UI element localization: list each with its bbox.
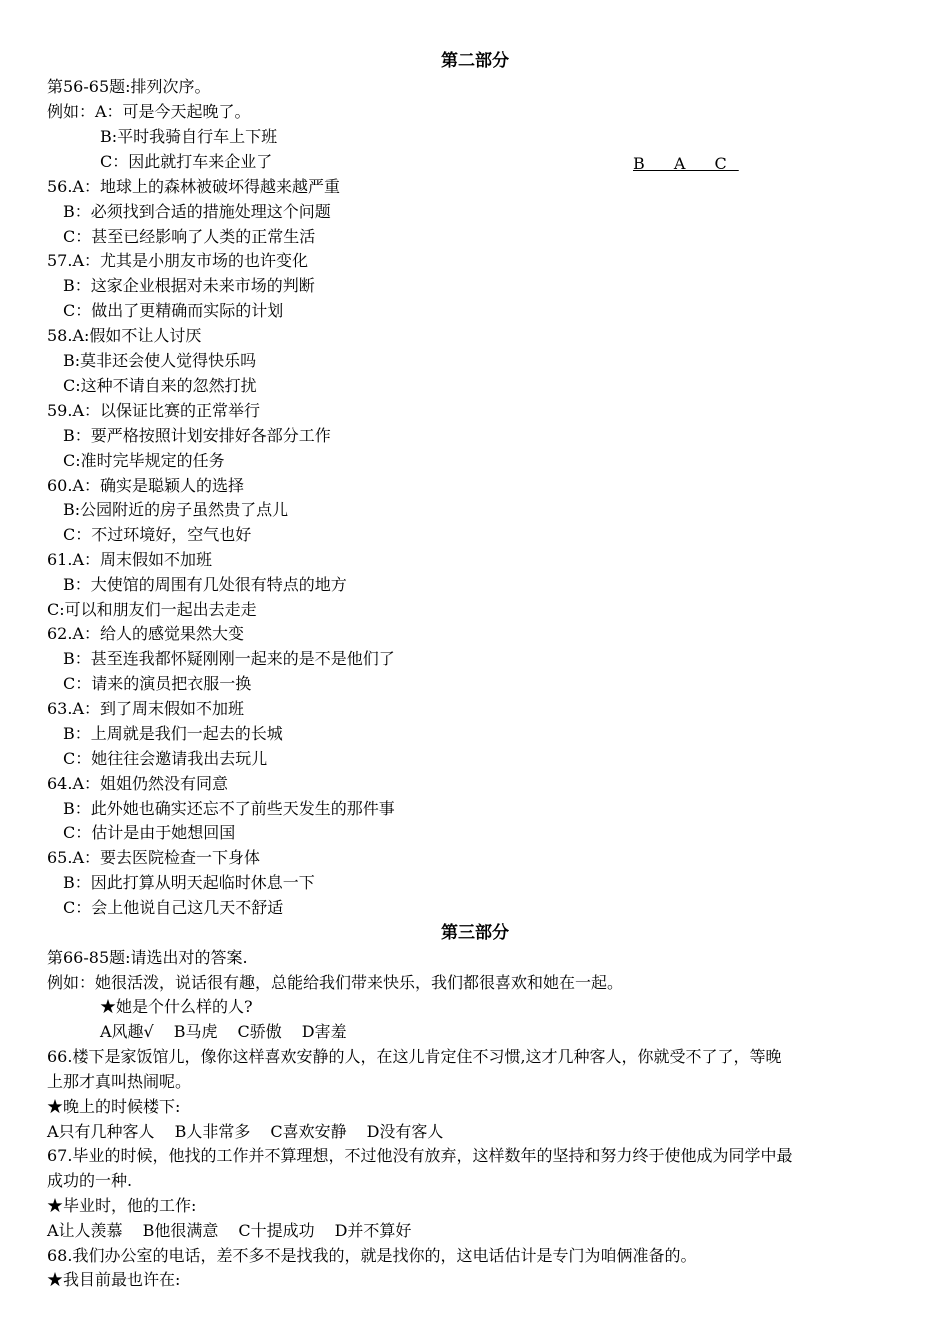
- q60-b: B:公园附近的房子虽然贵了点儿: [63, 500, 289, 519]
- q63-a: 63.A：到了周末假如不加班: [47, 699, 245, 718]
- part2-instruction: 第56-65题:排列次序。: [47, 77, 211, 96]
- q67-option-b: B他很满意: [142, 1221, 219, 1240]
- q62-a: 62.A：给人的感觉果然大变: [47, 624, 245, 643]
- q56-b: B：必须找到合适的措施处理这个问题: [63, 202, 331, 221]
- q57-c: C：做出了更精确而实际的计划: [63, 301, 284, 320]
- q60-c: C：不过环境好，空气也好: [63, 525, 252, 544]
- q66-option-c: C喜欢安静: [270, 1122, 347, 1141]
- q66-option-a: A只有几种客人: [47, 1122, 155, 1141]
- q63-c: C：她往往会邀请我出去玩儿: [63, 749, 268, 768]
- q61-a: 61.A：周末假如不加班: [47, 550, 213, 569]
- q65-b: B：因此打算从明天起临时休息一下: [63, 873, 315, 892]
- q66-question: ★晚上的时候楼下:: [47, 1097, 181, 1116]
- example-option-a: A风趣√: [100, 1022, 154, 1041]
- example-option-b: B马虎: [173, 1022, 218, 1041]
- q62-b: B：甚至连我都怀疑刚刚一起来的是不是他们了: [63, 649, 395, 668]
- example-line-a: 例如：A：可是今天起晚了。: [47, 102, 251, 121]
- q56-c: C：甚至已经影响了人类的正常生活: [63, 227, 316, 246]
- q61-b: B：大使馆的周围有几处很有特点的地方: [63, 575, 347, 594]
- q58-a: 58.A:假如不让人讨厌: [47, 326, 202, 345]
- q62-c: C：请来的演员把衣服一换: [63, 674, 252, 693]
- q66-line1: 66.楼下是家饭馆儿，像你这样喜欢安静的人，在这儿肯定住不习惯,这才几种客人，你就受不了了，等晚: [47, 1047, 782, 1066]
- q59-b: B：要严格按照计划安排好各部分工作: [63, 426, 331, 445]
- part3-example-question: ★她是个什么样的人?: [100, 997, 253, 1016]
- q56-a: 56.A：地球上的森林被破坏得越来越严重: [47, 177, 341, 196]
- q67-option-d: D并不算好: [334, 1221, 412, 1240]
- q68-line1: 68.我们办公室的电话，差不多不是找我的，就是找你的，这电话估计是专门为咱俩准备的。: [47, 1246, 697, 1265]
- q57-b: B：这家企业根据对未来市场的判断: [63, 276, 315, 295]
- q67-option-c: C十提成功: [238, 1221, 315, 1240]
- example-line-b: B:平时我骑自行车上下班: [100, 127, 278, 146]
- q65-a: 65.A：要去医院检查一下身体: [47, 848, 261, 867]
- example-answer: B A C: [633, 154, 739, 173]
- part3-heading: 第三部分: [441, 923, 509, 943]
- part3-instruction: 第66-85题:请选出对的答案.: [47, 948, 248, 967]
- q67-line1: 67.毕业的时候，他找的工作并不算理想，不过他没有放弃，这样数年的坚持和努力终于使他成为同学中最: [47, 1146, 793, 1165]
- q64-a: 64.A：姐姐仍然没有同意: [47, 774, 229, 793]
- q67-question: ★毕业时，他的工作:: [47, 1196, 197, 1215]
- q58-b: B:莫非还会使人觉得快乐吗: [63, 351, 257, 370]
- q59-c: C:准时完毕规定的任务: [63, 451, 225, 470]
- q68-question: ★我目前最也许在:: [47, 1270, 181, 1289]
- q61-c: C:可以和朋友们一起出去走走: [47, 600, 257, 619]
- q65-c: C：会上他说自己这几天不舒适: [63, 898, 284, 917]
- q60-a: 60.A：确实是聪颖人的选择: [47, 476, 245, 495]
- q66-option-b: B人非常多: [174, 1122, 251, 1141]
- q64-c: C：估计是由于她想回国: [63, 823, 236, 842]
- q67-option-a: A让人羡慕: [47, 1221, 123, 1240]
- q57-a: 57.A：尤其是小朋友市场的也许变化: [47, 251, 309, 270]
- q66-options: [47, 1120, 463, 1144]
- q67-options: [47, 1219, 431, 1243]
- q58-c: C:这种不请自来的忽然打扰: [63, 376, 257, 395]
- q67-line2: 成功的一种.: [47, 1171, 133, 1190]
- part3-example-text: 例如：她很活泼，说话很有趣，总能给我们带来快乐，我们都很喜欢和她在一起。: [47, 973, 624, 992]
- q64-b: B：此外她也确实还忘不了前些天发生的那件事: [63, 799, 395, 818]
- q66-line2: 上那才真叫热闹呢。: [47, 1072, 192, 1091]
- example-option-c: C骄傲: [237, 1022, 282, 1041]
- q59-a: 59.A：以保证比赛的正常举行: [47, 401, 261, 420]
- example-line-c: C：因此就打车来企业了: [100, 152, 273, 171]
- part2-heading: 第二部分: [441, 51, 509, 71]
- q63-b: B：上周就是我们一起去的长城: [63, 724, 283, 743]
- q66-option-d: D没有客人: [366, 1122, 444, 1141]
- example-option-d: D害羞: [301, 1022, 347, 1041]
- part3-example-options: [100, 1020, 367, 1044]
